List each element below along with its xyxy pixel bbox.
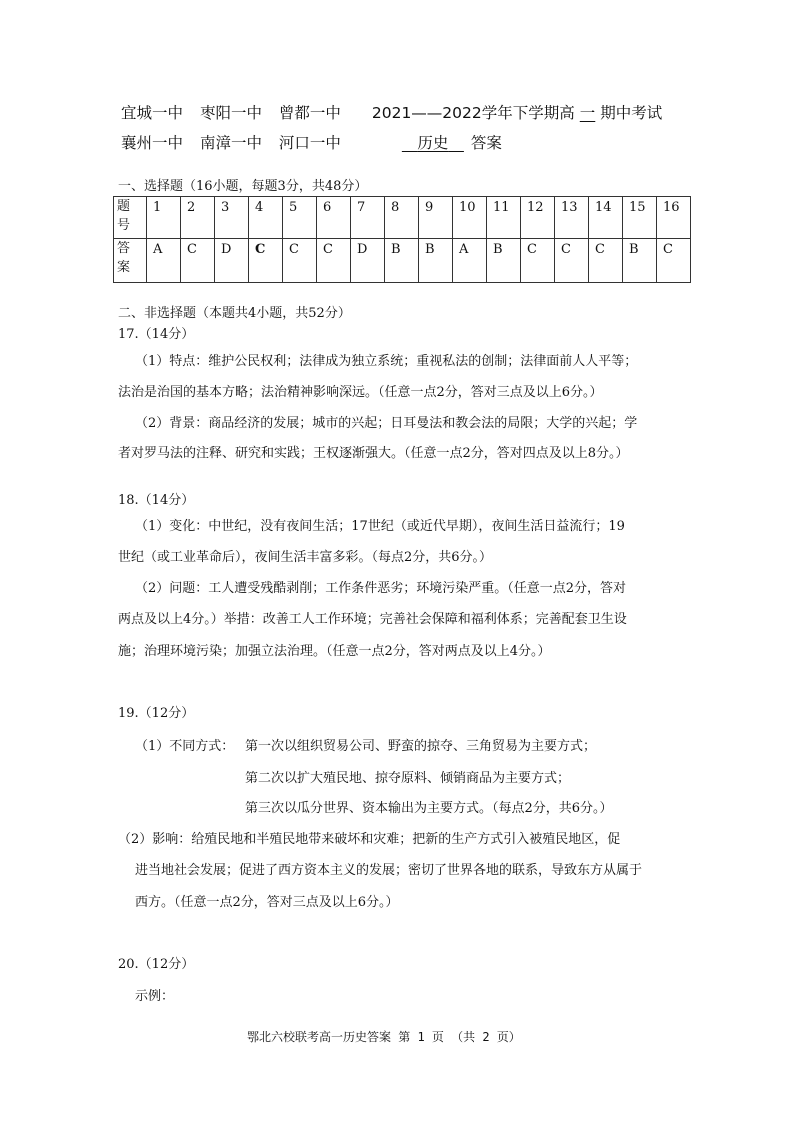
answer-cell: B — [487, 239, 521, 283]
section1-title: 一、选择题（16小题，每题3分，共48分） — [118, 179, 368, 194]
exam-year: 2021——2022学年下学期高 — [371, 104, 575, 122]
school-xiangzhou: 襄州一中 — [121, 134, 184, 152]
answer-cell: C — [657, 239, 691, 283]
q19-part1-label: （1）不同方式： — [135, 739, 235, 754]
question-number: 8 — [385, 197, 419, 239]
q19-part1-line3: 第三次以瓜分世界、资本输出为主要方式。（每点2分，共6分。） — [245, 801, 613, 816]
page-footer: 鄂北六校联考高一历史答案 第 1 页 （共 2 页） — [247, 1030, 521, 1044]
title-line-1 — [121, 101, 662, 123]
title-line-2 — [121, 131, 502, 153]
question-number: 13 — [555, 197, 589, 239]
school-zaoyang: 枣阳一中 — [199, 104, 262, 122]
answer-cell: C — [589, 239, 623, 283]
question-number: 1 — [147, 197, 181, 239]
answer-cell: C — [283, 239, 317, 283]
question-number: 11 — [487, 197, 521, 239]
school-hekou: 河口一中 — [278, 134, 341, 152]
subject-name: 历史 — [417, 134, 449, 152]
q18-part2-line2: 两点及以上4分。）举措：改善工人工作环境；完善社会保障和福利体系；完善配套卫生设 — [118, 612, 627, 627]
q19-part1-line1: 第一次以组织贸易公司、野蛮的掠夺、三角贸易为主要方式； — [245, 739, 597, 754]
answer-cell: B — [623, 239, 657, 283]
q18-part2-line1: （2）问题：工人遭受残酷剥削；工作条件恶劣；环境污染严重。（任意一点2分，答对 — [135, 581, 627, 596]
exam-name: 期中考试 — [600, 104, 663, 122]
question-number: 6 — [317, 197, 351, 239]
question-number: 10 — [453, 197, 487, 239]
row-label-question-number: 题 号 — [114, 197, 147, 239]
q17-part2-line1: （2）背景：商品经济的发展；城市的兴起；日耳曼法和教会法的局限；大学的兴起；学 — [135, 416, 638, 431]
question-number: 7 — [351, 197, 385, 239]
q18-header: 18.（14分） — [118, 493, 195, 508]
answer-cell: A — [453, 239, 487, 283]
table-row-answers — [114, 239, 691, 283]
question-number: 2 — [181, 197, 215, 239]
q19-part2-line1: （2）影响：给殖民地和半殖民地带来破坏和灾难；把新的生产方式引入被殖民地区，促 — [118, 832, 621, 847]
q17-header: 17.（14分） — [118, 327, 195, 342]
answer-cell: C — [317, 239, 351, 283]
question-number: 15 — [623, 197, 657, 239]
q19-header: 19.（12分） — [118, 706, 195, 721]
q18-part1-line2: 世纪（或工业革命后），夜间生活丰富多彩。（每点2分，共6分。） — [118, 550, 493, 565]
question-number: 4 — [249, 197, 283, 239]
question-number: 12 — [521, 197, 555, 239]
q19-part2-line3: 西方。（任意一点2分，答对三点及以上6分。） — [135, 895, 399, 910]
q17-part2-line2: 者对罗马法的注释、研究和实践；王权逐渐强大。（任意一点2分，答对四点及以上8分。） — [118, 446, 629, 461]
question-number: 16 — [657, 197, 691, 239]
q19-part1-line2: 第二次以扩大殖民地、掠夺原料、倾销商品为主要方式； — [245, 771, 571, 786]
school-nanzhang: 南漳一中 — [199, 134, 262, 152]
answer-label: 答案 — [470, 134, 502, 152]
q20-header: 20.（12分） — [118, 957, 195, 972]
q20-example-label: 示例： — [135, 989, 175, 1004]
question-number: 5 — [283, 197, 317, 239]
q19-part2-line2: 进当地社会发展；促进了西方资本主义的发展；密切了世界各地的联系，导致东方从属于 — [135, 863, 643, 878]
answer-cell: D — [215, 239, 249, 283]
school-yicheng: 宜城一中 — [121, 104, 184, 122]
answer-cell: A — [147, 239, 181, 283]
q17-part1-line1: （1）特点：维护公民权利；法律成为独立系统；重视私法的创制；法律面前人人平等； — [135, 354, 638, 369]
answer-cell: D — [351, 239, 385, 283]
answer-cell: C — [521, 239, 555, 283]
answer-cell: C — [555, 239, 589, 283]
answer-cell: B — [419, 239, 453, 283]
q17-part1-line2: 法治是治国的基本方略；法治精神影响深远。（任意一点2分，答对三点及以上6分。） — [118, 385, 603, 400]
answer-cell: C — [249, 239, 283, 283]
answer-cell: C — [181, 239, 215, 283]
q18-part1-line1: （1）变化：中世纪，没有夜间生活；17世纪（或近代早期），夜间生活日益流行；19 — [135, 519, 625, 534]
exam-grade: 一 — [579, 104, 596, 122]
question-number: 9 — [419, 197, 453, 239]
row-label-answer: 答 案 — [114, 239, 147, 283]
table-row-numbers — [114, 197, 691, 239]
section2-title: 二、非选择题（本题共4小题，共52分） — [118, 306, 351, 321]
question-number: 14 — [589, 197, 623, 239]
question-number: 3 — [215, 197, 249, 239]
answer-table — [113, 196, 691, 283]
q18-part2-line3: 施；治理环境污染；加强立法治理。（任意一点2分，答对两点及以上4分。） — [118, 644, 551, 659]
school-zengdu: 曾都一中 — [278, 104, 341, 122]
answer-cell: B — [385, 239, 419, 283]
